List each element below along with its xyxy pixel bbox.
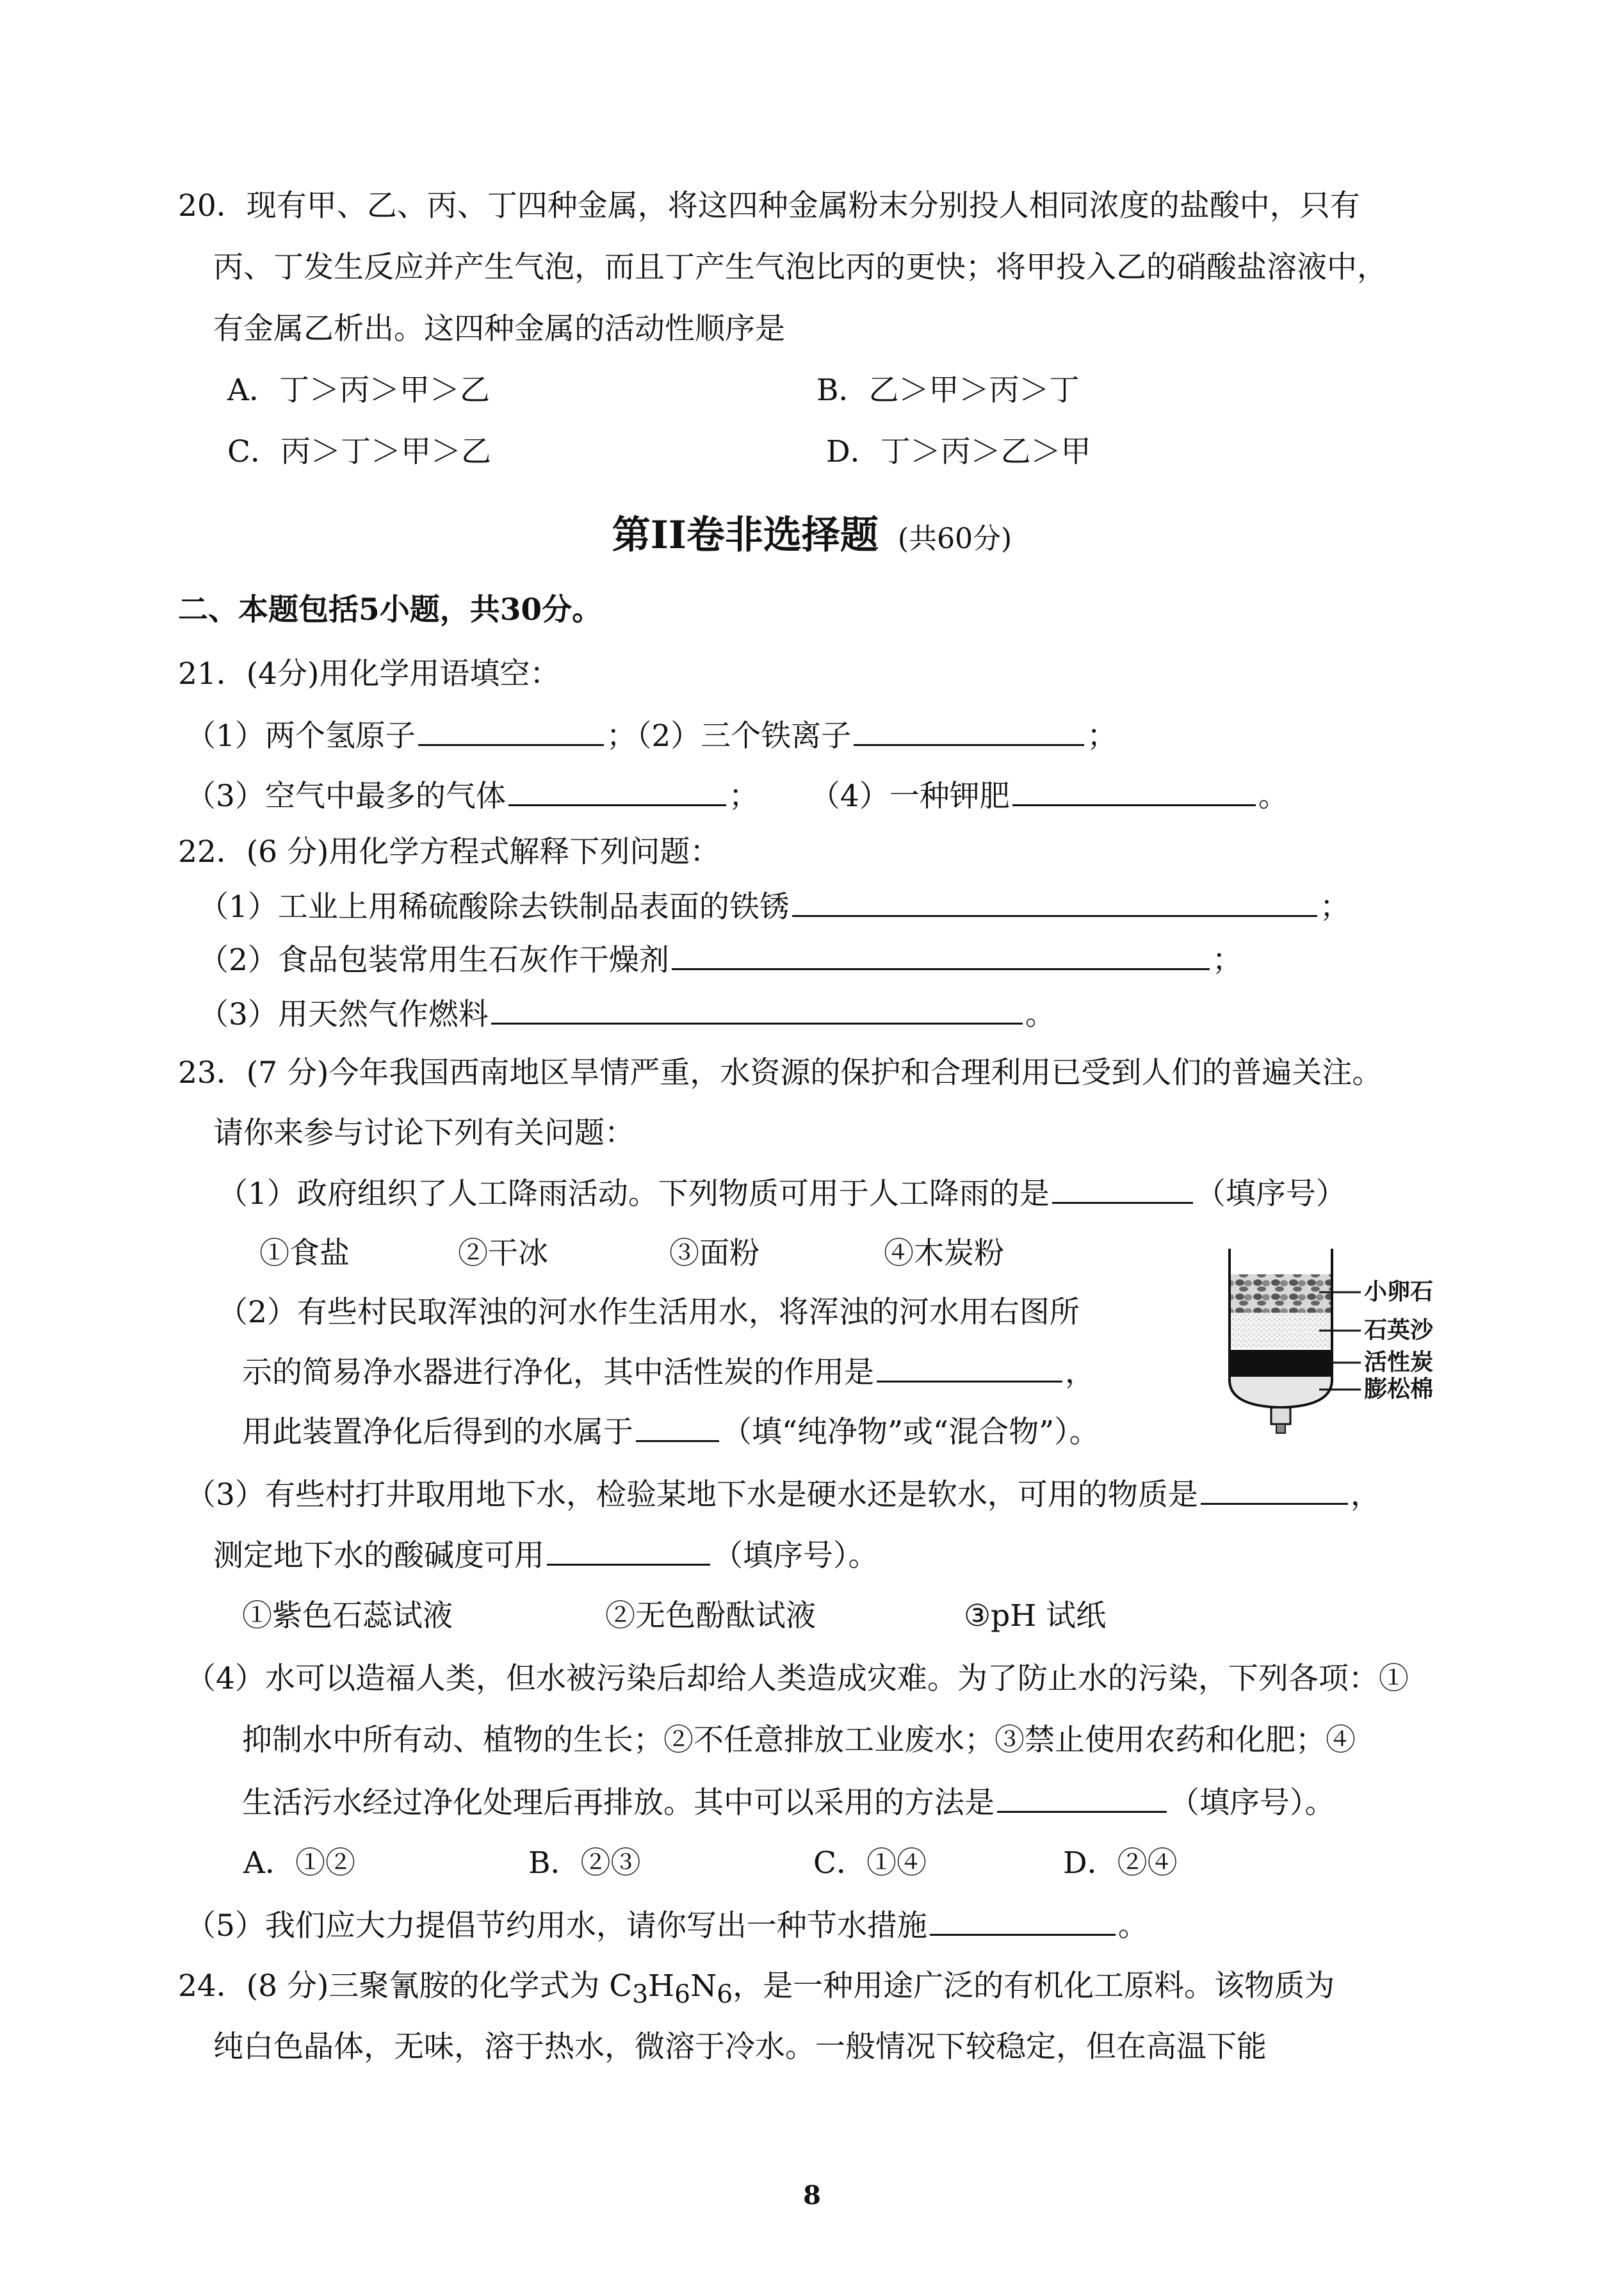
pebble-layer [1230,1274,1332,1313]
q23-s3b [213,1536,879,1575]
q23-s4b: 抑制水中所有动、植物的生长；②不任意排放工业废水；③禁止使用农药和化肥；④ [242,1723,1356,1758]
sand-layer [1230,1313,1332,1348]
section-title [0,510,1624,565]
answer-blank[interactable] [636,1412,719,1442]
answer-blank[interactable] [547,1536,710,1566]
punct: ， [1350,1477,1381,1512]
figure-label-sand: 石英沙 [1364,1317,1434,1343]
q20-line3: 有金属乙析出。这四种金属的活动性顺序是 [213,311,785,346]
q23-s4c-label: 生活污水经过净化处理后再排放。其中可以采用的方法是 [242,1785,995,1821]
q23-s3a-label: （3）有些村打井取用地下水，检验某地下水是硬水还是软水，可用的物质是 [186,1477,1198,1512]
q23-s3b-end: （填序号）。 [713,1538,879,1573]
subscript: 6 [674,1980,691,2009]
figure-label-carbon: 活性炭 [1364,1349,1434,1375]
q21-p4-label: （4）一种钾肥 [809,779,1010,814]
q23-s3b-label: 测定地下水的酸碱度可用 [213,1538,544,1573]
punct: ， [1065,1355,1095,1390]
water-filter-diagram [1217,1236,1460,1454]
punct: 。 [1258,779,1288,814]
punct: ； [1087,718,1117,754]
answer-blank[interactable] [854,716,1084,746]
q23-line2: 请你来参与讨论下列有关问题： [213,1115,635,1151]
figure-label-cotton: 膨松棉 [1364,1376,1434,1402]
q22-row3 [199,994,1055,1034]
section-points: (共60分) [897,523,1012,555]
q22-row1 [199,887,1350,927]
punct: ； [728,779,759,814]
q21-p2-label: ；（2）三个铁离子 [606,718,852,754]
answer-blank[interactable] [1052,1174,1193,1204]
answer-blank[interactable] [792,887,1317,917]
q24-line1 [178,1967,1335,2014]
carbon-layer [1230,1350,1332,1377]
punct: 。 [1025,997,1055,1032]
answer-blank[interactable] [930,1906,1116,1936]
q23-s4-opt-d: D．②④ [1063,1845,1178,1881]
q22-p1-label: （1）工业上用稀硫酸除去铁制品表面的铁锈 [199,889,790,925]
q20-option-d: D．丁＞丙＞乙＞甲 [826,434,1091,469]
q20-line2: 丙、丁发生反应并产生气泡，而且丁产生气泡比丙的更快；将甲投入乙的硝酸盐溶液中， [213,250,1387,285]
q23-s2c [242,1412,1100,1452]
q23-s3-opt2: ②无色酚酞试液 [605,1598,816,1634]
q23-s1-opt3: ③面粉 [669,1236,759,1271]
q23-s3-opt3: ③pH 试纸 [964,1598,1107,1634]
q23-s2b [242,1352,1095,1392]
q23-s5 [186,1906,1148,1945]
q23-s1-label: （1）政府组织了人工降雨活动。下列物质可用于人工降雨的是 [218,1176,1050,1212]
element-h: H [648,1968,675,2004]
q21-p1-label: （1）两个氢原子 [186,718,416,754]
q23-s4a: （4）水可以造福人类，但水被污染后却给人类造成灾难。为了防止水的污染，下列各项：① [186,1661,1409,1696]
q23-s4-opt-b: B．②③ [528,1845,641,1881]
outlet-tube [1271,1407,1290,1424]
q20-option-a: A．丁＞丙＞甲＞乙 [227,373,490,408]
q23-s4c [242,1783,1335,1822]
q20-line1: 20．现有甲、乙、丙、丁四种金属，将这四种金属粉末分别投人相同浓度的盐酸中，只有 [178,188,1360,223]
q21-p3-label: （3）空气中最多的气体 [186,779,506,814]
q23-s1-opt1: ①食盐 [259,1236,350,1271]
q23-s2a: （2）有些村民取浑浊的河水作生活用水，将浑浊的河水用右图所 [218,1295,1080,1330]
q20-option-c: C．丙＞丁＞甲＞乙 [227,434,491,469]
q23-s1-end: （填序号） [1195,1176,1346,1212]
answer-blank[interactable] [508,776,726,806]
q23-s1-opt2: ②干冰 [458,1236,548,1271]
q23-line1: 23．(7 分)今年我国西南地区旱情严重，水资源的保护和合理利用已受到人们的普遍关注。 [178,1055,1383,1091]
q22-p3-label: （3）用天然气作燃料 [199,997,489,1032]
q23-s1-opt4: ④木炭粉 [884,1236,1004,1271]
water-filter-figure [1217,1236,1460,1454]
q20-option-b: B．乙＞甲＞丙＞丁 [816,373,1080,408]
punct: ； [1319,889,1350,925]
q23-s4c-end: （填序号）。 [1169,1785,1335,1821]
answer-blank[interactable] [997,1783,1167,1813]
answer-blank[interactable] [877,1352,1062,1383]
q24-l1a: 24．(8 分)三聚氰胺的化学式为 C [178,1968,633,2004]
q23-s1 [218,1174,1346,1213]
q23-s5-label: （5）我们应大力提倡节约用水，请你写出一种节水措施 [186,1908,927,1943]
figure-label-pebbles: 小卵石 [1364,1279,1434,1305]
q23-s3-opt1: ①紫色石蕊试液 [242,1598,453,1634]
part2-heading: 二、本题包括5小题，共30分。 [178,592,603,628]
q23-s2c-end: （填“纯净物”或“混合物”）。 [722,1415,1100,1450]
subscript: 6 [717,1980,733,2009]
element-n: N [690,1968,717,2004]
answer-blank[interactable] [1201,1475,1348,1505]
q22-p2-label: （2）食品包装常用生石灰作干燥剂 [199,943,669,978]
section-title-text: 第II卷非选择题 [612,513,879,558]
q23-s4-opt-a: A．①② [243,1845,355,1881]
answer-blank[interactable] [672,940,1210,970]
q21-row2 [186,776,1288,816]
q24-line2: 纯白色晶体，无味，溶于热水，微溶于冷水。一般情况下较稳定，但在高温下能 [213,2029,1267,2064]
answer-blank[interactable] [418,716,604,746]
q23-s2c-label: 用此装置净化后得到的水属于 [242,1415,633,1450]
punct: 。 [1117,1908,1148,1943]
q22-row2 [199,940,1242,980]
q24-l1b: ，是一种用途广泛的有机化工原料。该物质为 [733,1968,1335,2004]
page-number: 8 [803,2180,821,2210]
q22-stem: 22．(6 分)用化学方程式解释下列问题： [178,834,720,870]
q21-row1 [186,716,1117,756]
answer-blank[interactable] [491,994,1023,1025]
punct: ； [1212,943,1242,978]
subscript: 3 [632,1980,649,2009]
q21-stem: 21．(4分)用化学用语填空： [178,656,560,692]
q23-s3a [186,1475,1381,1514]
q23-s2b-label: 示的简易净水器进行净化，其中活性炭的作用是 [242,1355,874,1390]
answer-blank[interactable] [1012,776,1256,806]
q23-s4-opt-c: C．①④ [813,1845,927,1881]
